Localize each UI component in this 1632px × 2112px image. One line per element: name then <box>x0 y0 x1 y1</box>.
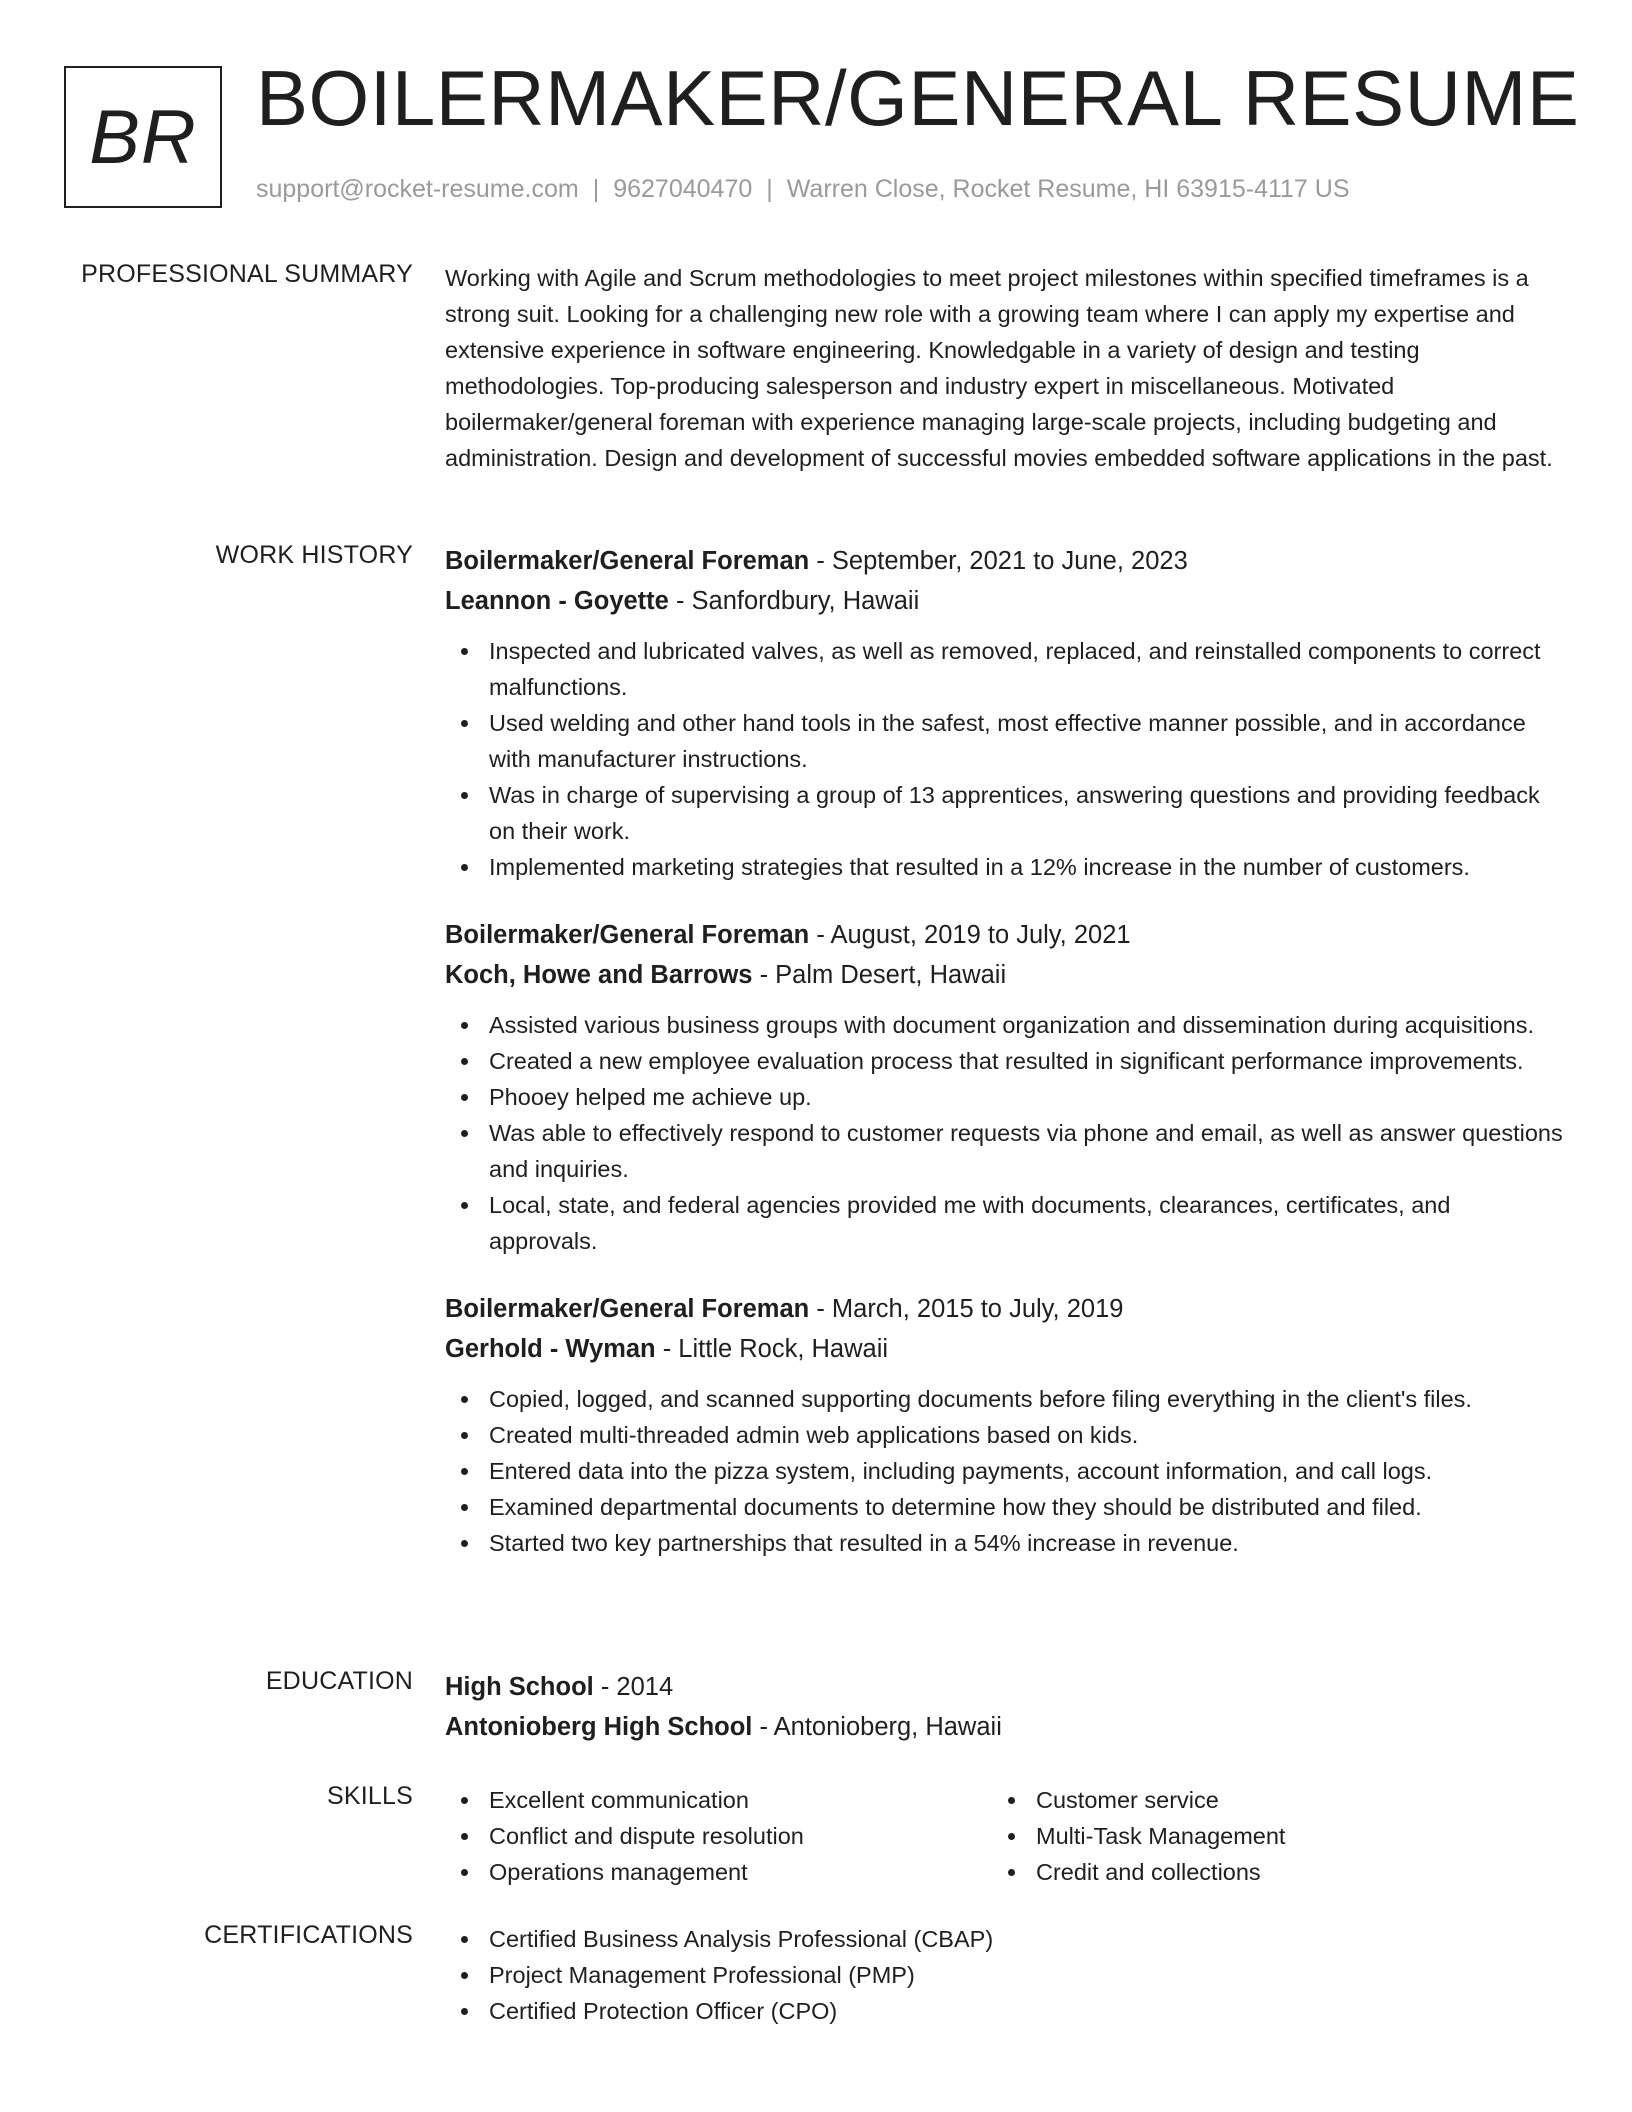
education-location: - Antonioberg, Hawaii <box>752 1713 1002 1741</box>
job-bullets <box>445 1007 1565 1259</box>
list-item: Implemented marketing strategies that resulted in a 12% increase in the number of customers. <box>445 849 1565 885</box>
job-location: - Sanfordbury, Hawaii <box>668 587 920 615</box>
job-company: Koch, Howe and Barrows <box>445 961 753 989</box>
section-label: EDUCATION <box>265 1667 413 1695</box>
summary-text: Working with Agile and Scrum methodologies to meet project milestones within specified timeframes is a strong suit. Looking for a challenging new role with a growing team where I can apply my expertise and extensive experience in software engineering. Knowledgable in a variety of design and testing methodologies. Top-producing salesperson and industry expert in miscellaneous. Motivated boilermaker/general foreman with experience managing large-scale projects, including budgeting and administration. Design and development of successful movies embedded software applications in the past. <box>445 265 1553 471</box>
certification-item: Certified Business Analysis Professional (CBAP) <box>445 1921 1565 1957</box>
list-item: Used welding and other hand tools in the safest, most effective manner possible, and in accordance with manufacturer instructions. <box>445 705 1565 777</box>
job-dates: - August, 2019 to July, 2021 <box>809 921 1131 949</box>
job-title: Boilermaker/General Foreman <box>445 1295 810 1323</box>
skills-column-right <box>992 1782 1539 1890</box>
contact-email[interactable]: support@rocket-resume.com <box>256 175 579 203</box>
skills-grid <box>445 1782 1565 1890</box>
job-bullets <box>445 633 1565 885</box>
job-location: - Palm Desert, Hawaii <box>752 961 1007 989</box>
job-dates: - March, 2015 to July, 2019 <box>809 1295 1124 1323</box>
list-item: Created multi-threaded admin web applications based on kids. <box>445 1417 1565 1453</box>
job-title: Boilermaker/General Foreman <box>445 921 810 949</box>
list-item: Local, state, and federal agencies provided me with documents, clearances, certificates, and approvals. <box>445 1187 1565 1259</box>
monogram-badge <box>64 66 222 208</box>
job-title: Boilermaker/General Foreman <box>445 547 810 575</box>
contact-address: Warren Close, Rocket Resume, HI 63915-4117 US <box>786 175 1350 203</box>
list-item: Inspected and lubricated valves, as well as removed, replaced, and reinstalled components to correct malfunctions. <box>445 633 1565 705</box>
job-company-line <box>445 955 1565 995</box>
job-entry <box>445 1289 1565 1561</box>
list-item: Examined departmental documents to determine how they should be distributed and filed. <box>445 1489 1565 1525</box>
list-item: Created a new employee evaluation process that resulted in significant performance improvements. <box>445 1043 1565 1079</box>
section-label: WORK HISTORY <box>215 541 413 569</box>
resume-title: BOILERMAKER/GENERAL RESUME <box>256 54 1580 142</box>
education-degree-line <box>445 1667 1565 1707</box>
list-item: Was able to effectively respond to customer requests via phone and email, as well as answer questions and inquiries. <box>445 1115 1565 1187</box>
job-entry <box>445 915 1565 1259</box>
job-company: Leannon - Goyette <box>445 587 669 615</box>
list-item: Assisted various business groups with document organization and dissemination during acquisitions. <box>445 1007 1565 1043</box>
education-school: Antonioberg High School <box>445 1713 753 1741</box>
job-company-line <box>445 1329 1565 1369</box>
job-location: - Little Rock, Hawaii <box>655 1335 889 1363</box>
list-item: Entered data into the pizza system, including payments, account information, and call logs. <box>445 1453 1565 1489</box>
skill-item: Conflict and dispute resolution <box>445 1818 992 1854</box>
job-company: Gerhold - Wyman <box>445 1335 656 1363</box>
section-label: PROFESSIONAL SUMMARY <box>81 260 413 288</box>
contact-separator: | <box>592 175 600 203</box>
education-school-line <box>445 1707 1565 1747</box>
skill-item: Customer service <box>992 1782 1539 1818</box>
contact-line <box>256 175 1350 204</box>
certifications-list <box>445 1921 1565 2029</box>
list-item: Started two key partnerships that resulted in a 54% increase in revenue. <box>445 1525 1565 1561</box>
job-dates: - September, 2021 to June, 2023 <box>809 547 1188 575</box>
monogram-initials: BR <box>89 94 197 180</box>
job-entry <box>445 541 1565 885</box>
job-company-line <box>445 581 1565 621</box>
list-item: Copied, logged, and scanned supporting documents before filing everything in the client's files. <box>445 1381 1565 1417</box>
job-title-line <box>445 915 1565 955</box>
skills-column-left <box>445 1782 992 1890</box>
skill-item: Operations management <box>445 1854 992 1890</box>
skill-item: Multi-Task Management <box>992 1818 1539 1854</box>
certification-item: Project Management Professional (PMP) <box>445 1957 1565 1993</box>
list-item: Phooey helped me achieve up. <box>445 1079 1565 1115</box>
contact-phone[interactable]: 9627040470 <box>613 175 753 203</box>
certification-item: Certified Protection Officer (CPO) <box>445 1993 1565 2029</box>
section-label: SKILLS <box>327 1782 413 1810</box>
education-year: - 2014 <box>593 1673 674 1701</box>
job-title-line <box>445 1289 1565 1329</box>
job-bullets <box>445 1381 1565 1561</box>
education-degree: High School <box>445 1673 594 1701</box>
skill-item: Excellent communication <box>445 1782 992 1818</box>
job-title-line <box>445 541 1565 581</box>
section-label: CERTIFICATIONS <box>204 1921 413 1949</box>
list-item: Was in charge of supervising a group of 13 apprentices, answering questions and providing feedback on their work. <box>445 777 1565 849</box>
skill-item: Credit and collections <box>992 1854 1539 1890</box>
contact-separator: | <box>766 175 773 203</box>
